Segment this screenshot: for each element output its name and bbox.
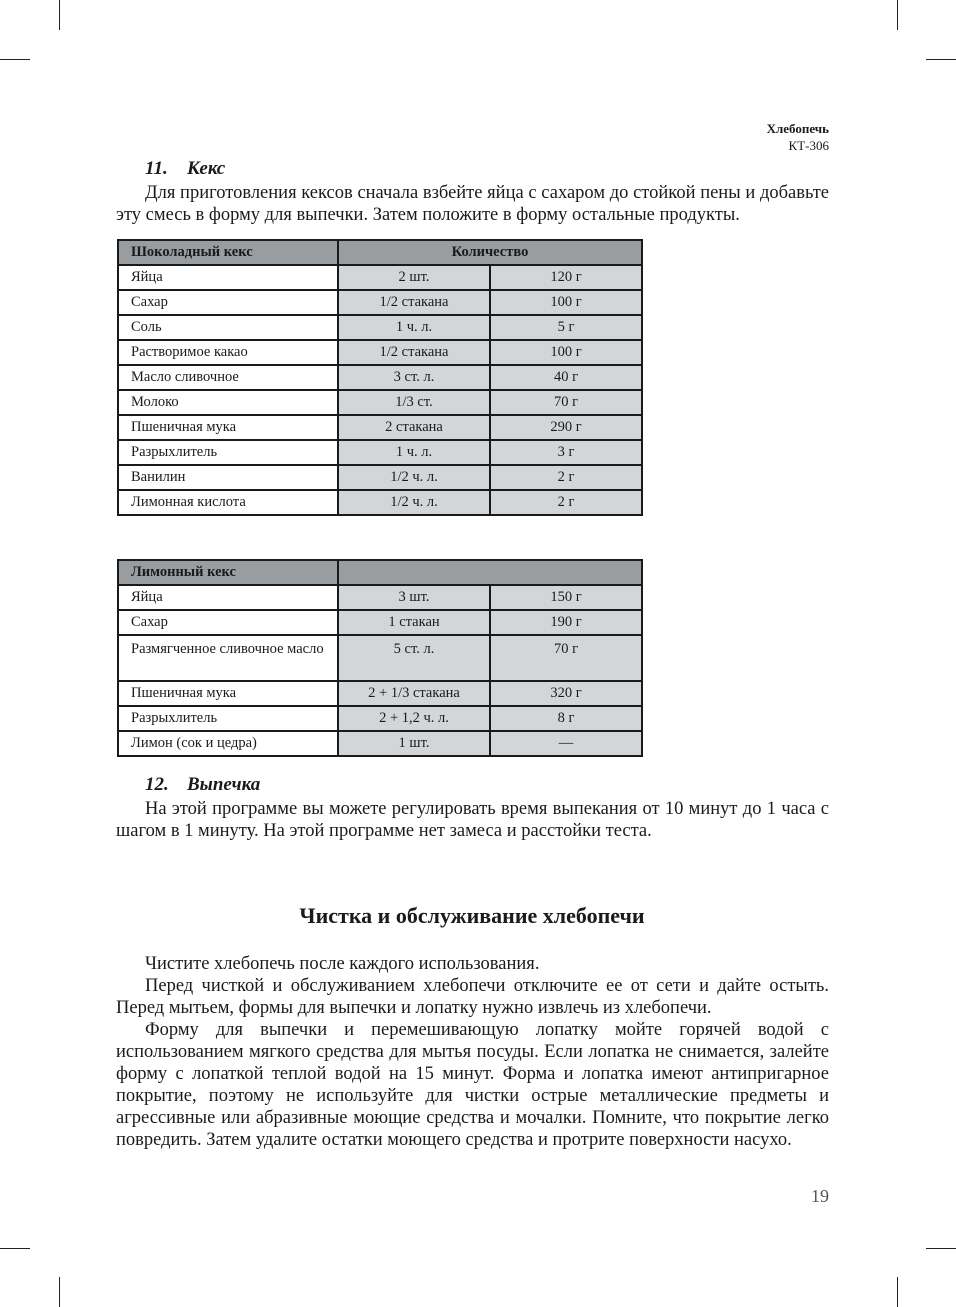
crop-mark xyxy=(897,1277,898,1307)
measure-cell: 1/2 ч. л. xyxy=(338,490,490,515)
measure-cell: 3 ст. л. xyxy=(338,365,490,390)
measure-cell: 1 ч. л. xyxy=(338,440,490,465)
measure-cell: 1 шт. xyxy=(338,731,490,756)
section-11-title: Кекс xyxy=(187,158,226,179)
measure-cell: 1/3 ст. xyxy=(338,390,490,415)
crop-mark xyxy=(926,59,956,60)
measure-cell: 1/2 стакана xyxy=(338,290,490,315)
measure-cell: 2 шт. xyxy=(338,265,490,290)
table-row xyxy=(118,681,642,706)
crop-mark xyxy=(897,0,898,30)
ingredient-cell: Пшеничная мука xyxy=(118,681,338,706)
ingredient-cell: Соль xyxy=(118,315,338,340)
table2-header-name: Лимонный кекс xyxy=(118,560,338,585)
weight-cell: 8 г xyxy=(490,706,642,731)
weight-cell: 100 г xyxy=(490,290,642,315)
cleaning-paragraph-1: Чистите хлебопечь после каждого использования. xyxy=(145,954,540,974)
cleaning-paragraph-3: Форму для выпечки и перемешивающую лопатку мойте горячей водой с использованием мягкого средства для мытья посуды. Если лопатка не снимается, залейте форму с лопаткой теплой водой на 15 минут. Форма и лопатка имеют антипригарное покрытие, поэтому не используйте для чистки острые металлические предметы и агрессивные или абразивные моющие средства и мочалки. Помните, что покрытие легко повредить. Затем удалите остатки моющего средства и протрите поверхности насухо. xyxy=(116,1020,829,1150)
measure-cell: 5 ст. л. xyxy=(338,635,490,681)
header-title: Хлебопечь xyxy=(766,121,829,136)
table-row xyxy=(118,265,642,290)
measure-cell: 2 + 1/3 стакана xyxy=(338,681,490,706)
ingredient-cell: Лимонная кислота xyxy=(118,490,338,515)
table1-header-name: Шоколадный кекс xyxy=(118,240,338,265)
ingredient-cell: Яйца xyxy=(118,585,338,610)
crop-mark xyxy=(0,1248,30,1249)
crop-mark xyxy=(59,1277,60,1307)
weight-cell: 290 г xyxy=(490,415,642,440)
table-row xyxy=(118,490,642,515)
table-row xyxy=(118,610,642,635)
table-row xyxy=(118,290,642,315)
section-11-number: 11. xyxy=(145,158,168,179)
table-row xyxy=(118,340,642,365)
ingredient-cell: Яйца xyxy=(118,265,338,290)
ingredient-cell: Разрыхлитель xyxy=(118,706,338,731)
measure-cell: 1/2 ч. л. xyxy=(338,465,490,490)
lemon-cake-table xyxy=(117,559,643,757)
ingredient-cell: Сахар xyxy=(118,290,338,315)
ingredient-cell: Ванилин xyxy=(118,465,338,490)
measure-cell: 1 ч. л. xyxy=(338,315,490,340)
crop-mark xyxy=(59,0,60,30)
ingredient-cell: Разрыхлитель xyxy=(118,440,338,465)
measure-cell: 2 стакана xyxy=(338,415,490,440)
weight-cell: 100 г xyxy=(490,340,642,365)
chocolate-cake-table xyxy=(117,239,643,516)
table-row xyxy=(118,315,642,340)
crop-mark xyxy=(0,59,30,60)
weight-cell: 190 г xyxy=(490,610,642,635)
ingredient-cell: Размягченное сливочное масло xyxy=(118,635,338,681)
running-header xyxy=(767,120,829,154)
crop-mark xyxy=(926,1248,956,1249)
table-row xyxy=(118,706,642,731)
table-row xyxy=(118,365,642,390)
table-row xyxy=(118,635,642,681)
section-12-number: 12. xyxy=(145,774,169,795)
table-row xyxy=(118,585,642,610)
measure-cell: 2 + 1,2 ч. л. xyxy=(338,706,490,731)
table1-header-qty: Количество xyxy=(338,240,642,265)
ingredient-cell: Пшеничная мука xyxy=(118,415,338,440)
page-number: 19 xyxy=(811,1186,829,1206)
table-row xyxy=(118,415,642,440)
table-row xyxy=(118,440,642,465)
measure-cell: 1/2 стакана xyxy=(338,340,490,365)
table2-body xyxy=(118,585,642,756)
weight-cell: 40 г xyxy=(490,365,642,390)
weight-cell: 120 г xyxy=(490,265,642,290)
weight-cell: 70 г xyxy=(490,635,642,681)
cleaning-heading: Чистка и обслуживание хлебопечи xyxy=(299,903,645,928)
weight-cell: 3 г xyxy=(490,440,642,465)
table-row xyxy=(118,465,642,490)
measure-cell: 1 стакан xyxy=(338,610,490,635)
weight-cell: 150 г xyxy=(490,585,642,610)
weight-cell: 70 г xyxy=(490,390,642,415)
table1-body xyxy=(118,265,642,515)
table2-header-qty xyxy=(338,560,642,585)
section-12-text: На этой программе вы можете регулировать время выпекания от 10 минут до 1 часа с шагом в 1 минуту. На этой программе нет замеса и расстойки теста. xyxy=(116,799,829,841)
ingredient-cell: Лимон (сок и цедра) xyxy=(118,731,338,756)
measure-cell: 3 шт. xyxy=(338,585,490,610)
section-11-text: Для приготовления кексов сначала взбейте яйца с сахаром до стойкой пены и добавьте эту смесь в форму для выпечки. Затем положите в форму остальные продукты. xyxy=(116,183,829,225)
weight-cell: 2 г xyxy=(490,490,642,515)
table-row xyxy=(118,390,642,415)
table-row xyxy=(118,731,642,756)
section-12-title: Выпечка xyxy=(187,774,261,795)
weight-cell: 2 г xyxy=(490,465,642,490)
section-11-heading xyxy=(145,158,225,180)
ingredient-cell: Молоко xyxy=(118,390,338,415)
ingredient-cell: Сахар xyxy=(118,610,338,635)
ingredient-cell: Масло сливочное xyxy=(118,365,338,390)
weight-cell: 320 г xyxy=(490,681,642,706)
ingredient-cell: Растворимое какао xyxy=(118,340,338,365)
section-12-heading xyxy=(145,774,260,796)
weight-cell: 5 г xyxy=(490,315,642,340)
header-model: КТ-306 xyxy=(788,138,829,153)
weight-cell: — xyxy=(490,731,642,756)
cleaning-paragraph-2: Перед чисткой и обслуживанием хлебопечи отключите ее от сети и дайте остыть. Перед мытьем, формы для выпечки и лопатку нужно извлечь из хлебопечи. xyxy=(116,976,829,1018)
